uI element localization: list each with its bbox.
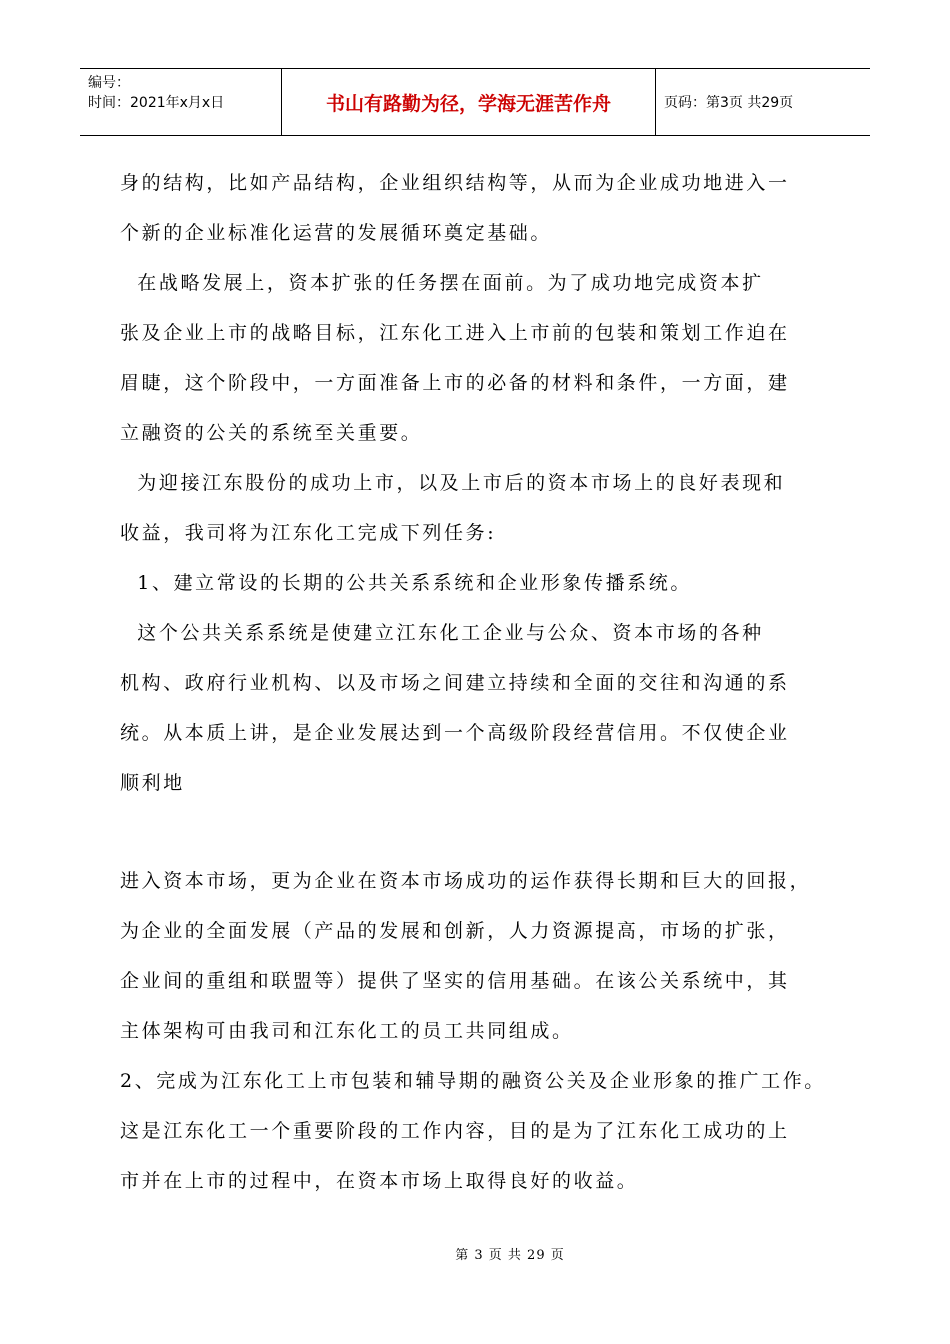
text-line: 身的结构，比如产品结构，企业组织结构等，从而为企业成功地进入一 (120, 172, 790, 194)
text-line: 张及企业上市的战略目标，江东化工进入上市前的包装和策划工作迫在 (120, 322, 790, 344)
text-line: 主体架构可由我司和江东化工的员工共同组成。 (120, 1020, 574, 1042)
text-line: 眉睫，这个阶段中，一方面准备上市的必备的材料和条件，一方面，建 (120, 372, 790, 394)
page-footer: 第 3 页 共 29 页 (455, 1248, 565, 1263)
header-page-info: 页码：第3页 共29页 (664, 95, 794, 111)
number-label: 编号： (88, 75, 130, 91)
time-label: 时间：2021年x月x日 (88, 95, 225, 111)
text-line: 企业间的重组和联盟等）提供了坚实的信用基础。在该公关系统中，其 (120, 970, 790, 992)
text-line: 为企业的全面发展（产品的发展和创新，人力资源提高，市场的扩张， (120, 920, 790, 942)
text-line: 机构、政府行业机构、以及市场之间建立持续和全面的交往和沟通的系 (120, 672, 790, 694)
header-table (80, 68, 870, 136)
text-line: 这是江东化工一个重要阶段的工作内容，目的是为了江东化工成功的上 (120, 1120, 790, 1142)
header-motto: 书山有路勤为径，学海无涯苦作舟 (282, 69, 656, 135)
text-line: 市并在上市的过程中，在资本市场上取得良好的收益。 (120, 1170, 639, 1192)
text-line: 为迎接江东股份的成功上市，以及上市后的资本市场上的良好表现和 (120, 472, 786, 494)
text-line: 1、建立常设的长期的公共关系系统和企业形象传播系统。 (120, 572, 692, 594)
text-line: 这个公共关系系统是使建立江东化工企业与公众、资本市场的各种 (120, 622, 764, 644)
text-line: 统。从本质上讲，是企业发展达到一个高级阶段经营信用。不仅使企业 (120, 722, 790, 744)
text-line: 进入资本市场，更为企业在资本市场成功的运作获得长期和巨大的回报， (120, 870, 812, 892)
text-line: 2、完成为江东化工上市包装和辅导期的融资公关及企业形象的推广工作。 (120, 1070, 826, 1092)
text-line: 收益，我司将为江东化工完成下列任务: (120, 522, 497, 544)
text-line: 顺利地 (120, 772, 185, 794)
header-meta-cell (80, 69, 282, 135)
text-line: 立融资的公关的系统至关重要。 (120, 422, 423, 444)
text-line: 在战略发展上，资本扩张的任务摆在面前。为了成功地完成资本扩 (120, 272, 764, 294)
text-line: 个新的企业标准化运营的发展循环奠定基础。 (120, 222, 553, 244)
